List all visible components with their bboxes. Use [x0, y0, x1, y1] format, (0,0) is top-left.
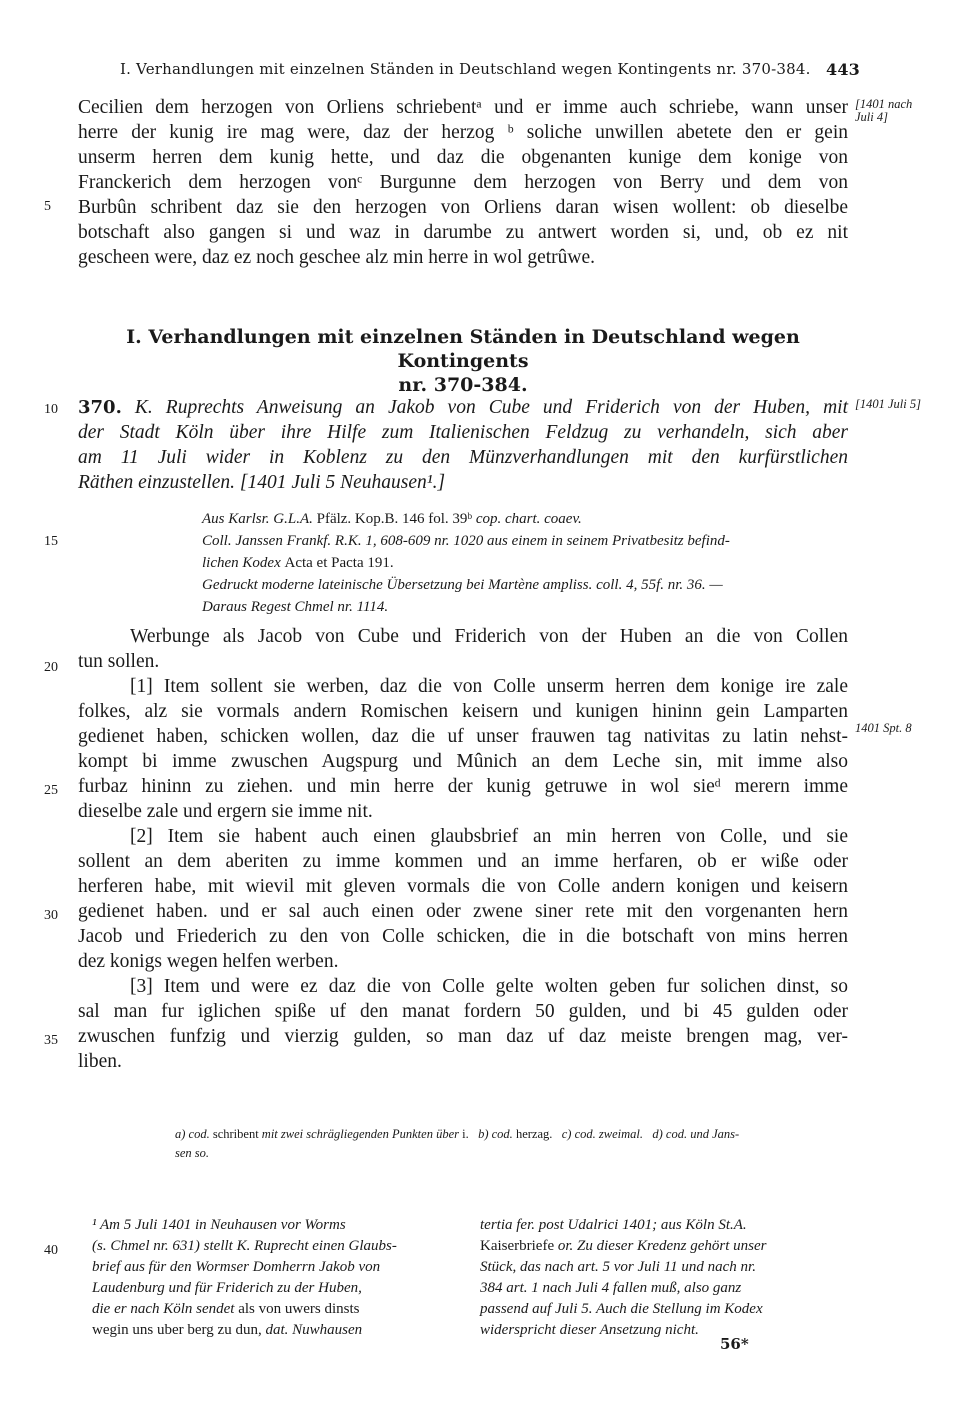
source-line: lichen Kodex — [202, 555, 281, 571]
line-number: 40 — [44, 1243, 58, 1258]
margin-date-note: [1401 nach Juli 4] — [855, 97, 913, 124]
apparatus-text: a) cod. — [175, 1127, 210, 1141]
line-number: 30 — [44, 908, 58, 923]
text-line: Burbûn schribent daz sie den herzogen von Orliens daran wisen wollent: ob dieselbe — [78, 197, 848, 218]
apparatus-text: c) cod. zweimal. — [561, 1127, 643, 1141]
critical-apparatus — [175, 1125, 850, 1163]
source-notes — [202, 508, 852, 618]
line-number: 20 — [44, 660, 58, 675]
margin-date-note: 1401 Spt. 8 — [855, 721, 912, 735]
line-number: 35 — [44, 1033, 58, 1048]
apparatus-text: sen so. — [175, 1146, 210, 1160]
footnote-line: brief aus für den Wormser Domherrn Jakob von — [92, 1259, 381, 1275]
apparatus-text: schribent — [212, 1127, 259, 1141]
apparatus-text: b) cod. — [478, 1127, 513, 1141]
footnote-line: Stück, das nach art. 5 vor Juli 11 und nach nr. — [480, 1259, 756, 1275]
apparatus-text: i. — [462, 1127, 469, 1141]
text-line: herre der kunig ire mag were, daz der herzog ᵇ soliche unwillen abetete den er gein — [78, 122, 848, 143]
footnote-line: ¹ Am 5 Juli 1401 in Neuhausen vor Worms — [92, 1217, 346, 1233]
section-title-line: I. Verhandlungen mit einzelnen Ständen in Deutschland wegen Kontingents — [126, 326, 800, 372]
text-line: unserm herren dem kunig hette, und daz die obgenanten kunige dem konige von — [78, 147, 848, 168]
footnote-quote: wegin uns uber berg zu dun, — [92, 1322, 262, 1338]
source-line: Gedruckt moderne lateinische Übersetzung bei Martène ampliss. coll. 4, 55f. nr. 36. — — [202, 577, 723, 593]
text-line: sollent an dem aberiten zu imme kommen und an imme herfaren, ob er wiße oder — [78, 851, 848, 872]
footnote-line: passend auf Juli 5. Auch die Stellung im Kodex — [480, 1301, 763, 1317]
footnote-line: or. Zu dieser Kredenz gehört unser — [557, 1238, 767, 1254]
signature-mark: 56* — [720, 1335, 749, 1353]
document-heading-line: K. Ruprechts Anweisung an Jakob von Cube und Friderich von der Huben, mit — [134, 397, 848, 418]
source-line: Coll. Janssen Frankf. R.K. 1, 608-609 nr. 1020 aus einem in seinem Privatbesitz befind- — [202, 533, 730, 549]
text-line: Werbunge als Jacob von Cube und Friderich von der Huben an die von Collen — [130, 626, 848, 647]
text-line: gedienet haben. und er sal auch einen oder zwene siner rete mit den vorgenanten hern — [78, 901, 848, 922]
document-heading-line: Räthen einzustellen. [1401 Juli 5 Neuhausen¹.] — [78, 472, 446, 493]
margin-date-note: [1401 Juli 5] — [855, 397, 921, 411]
document-heading-line: der Stadt Köln über ihre Hilfe zum Italienischen Feldzug zu verhandeln, sich aber — [78, 422, 848, 443]
text-line: Cecilien dem herzogen von Orliens schriebentᵃ und er imme auch schriebe, wann unser — [78, 97, 848, 118]
document-number: 370. — [78, 397, 122, 418]
text-line: [2] Item sie habent auch einen glaubsbrief an min herren von Colle, und sie — [130, 826, 848, 847]
running-title: I. Verhandlungen mit einzelnen Ständen in Deutschland wegen Kontingents nr. 370-384. — [120, 60, 811, 78]
apparatus-text: mit zwei schrägliegenden Punkten über — [261, 1127, 459, 1141]
source-shelfmark: Pfälz. Kop.B. 146 fol. 39ᵇ — [316, 511, 473, 527]
page-number: 443 — [826, 60, 860, 79]
line-number: 25 — [44, 783, 58, 798]
text-line: zwuschen funfzig und vierzig gulden, so man daz uf daz meiste brengen mag, ver- — [78, 1026, 848, 1047]
main-text — [78, 624, 848, 1074]
apparatus-text: herzag. — [515, 1127, 553, 1141]
text-line: dieselbe zale und ergern sie imme nit. — [78, 801, 373, 822]
text-line: furbaz hininn zu ziehen. und min herre der kunig getruwe in wol sieᵈ merern imme — [78, 776, 848, 797]
text-line: [1] Item sollent sie werben, daz die von Colle unserm herren dem konige ire zale — [130, 676, 848, 697]
source-line: Acta et Pacta 191. — [284, 555, 394, 571]
text-line: dez konigs wegen helfen werben. — [78, 951, 339, 972]
footnote-left-column — [92, 1215, 472, 1341]
footnote-line: tertia fer. post Udalrici 1401; aus Köln St.A. — [480, 1217, 747, 1233]
apparatus-text: d) cod. und Jans- — [652, 1127, 740, 1141]
footnote-quote: als von uwers dinsts — [238, 1301, 360, 1317]
document-heading — [78, 395, 848, 495]
footnote-right-column — [480, 1215, 860, 1341]
text-line: folkes, alz sie vormals andern Romischen keisern und kunigen hininn gein Lamparten — [78, 701, 848, 722]
document-heading-line: am 11 Juli wider in Koblenz zu den Münzverhandlungen mit den kurfürstlichen — [78, 447, 848, 468]
line-number: 5 — [44, 199, 51, 214]
text-line: botschaft also gangen si und waz in darumbe zu antwert worden si, und, ob ez nit — [78, 222, 848, 243]
source-archive: Aus Karlsr. G.L.A. — [202, 511, 313, 527]
source-line: Daraus Regest Chmel nr. 1114. — [202, 599, 389, 615]
footnote-line: widerspricht dieser Ansetzung nicht. — [480, 1322, 699, 1338]
footnote-line: Laudenburg und für Friderich zu der Huben, — [92, 1280, 362, 1296]
text-line: tun sollen. — [78, 651, 160, 672]
footnote-line: 384 art. 1 nach Juli 4 fallen muß, also ganz — [480, 1280, 742, 1296]
footnote-line: Kaiserbriefe — [480, 1238, 555, 1254]
text-line: gedienet haben, schicken wollen, daz die uf unser frauwen tag nativitas zu latin nehst- — [78, 726, 848, 747]
line-number: 10 — [44, 402, 58, 417]
running-header — [120, 60, 860, 78]
section-title — [78, 325, 848, 397]
section-title-line: nr. 370-384. — [398, 374, 528, 396]
text-line: liben. — [78, 1051, 122, 1072]
text-line: Franckerich dem herzogen vonᶜ Burgunne dem herzogen von Berry und dem von — [78, 172, 848, 193]
footnote-line: dat. Nuwhausen — [265, 1322, 363, 1338]
text-line: [3] Item und were ez daz die von Colle gelte wolten geben fur solichen dinst, so — [130, 976, 848, 997]
text-line: herferen habe, mit wievil mit gleven vormals die von Colle andern konigen und keisern — [78, 876, 848, 897]
footnote-line: (s. Chmel nr. 631) stellt K. Ruprecht einen Glaubs- — [92, 1238, 397, 1254]
text-line: sal man fur iglichen spiße uf den manat fordern 50 gulden, und bi 45 gulden oder — [78, 1001, 848, 1022]
intro-paragraph — [78, 95, 848, 270]
text-line: gescheen were, daz ez noch geschee alz min herre in wol getrûwe. — [78, 247, 596, 268]
text-line: Jacob und Friederich zu den von Colle schicken, die in die botschaft von mins herren — [78, 926, 848, 947]
text-line: kompt bi imme zwuschen Augspurg und Mûnich an dem Leche sin, mit imme also — [78, 751, 848, 772]
source-type: cop. chart. coaev. — [475, 511, 582, 527]
line-number: 15 — [44, 534, 58, 549]
footnote-line: die er nach Köln sendet — [92, 1301, 235, 1317]
